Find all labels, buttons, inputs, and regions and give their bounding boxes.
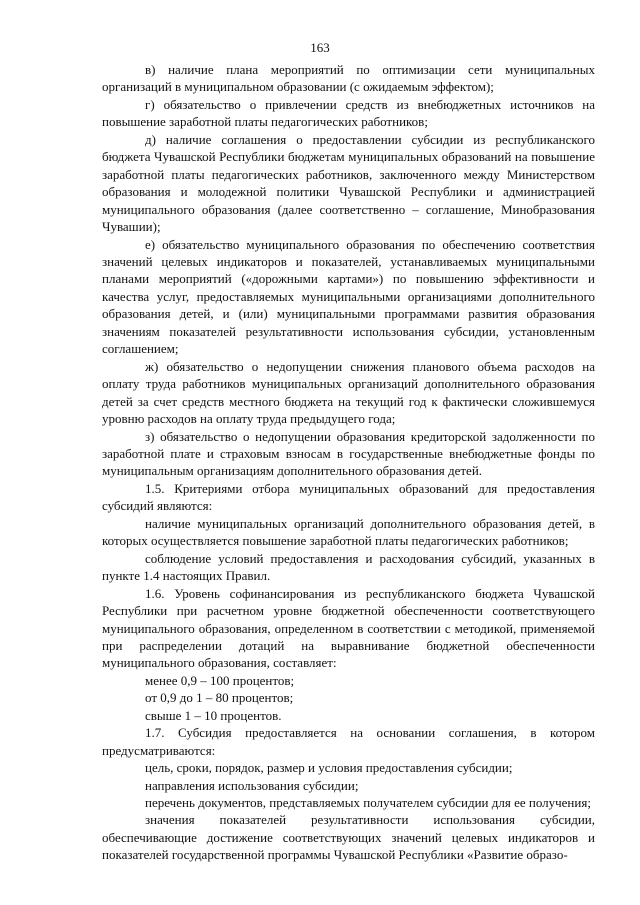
paragraph-section-1-6: 1.6. Уровень софинансирования из республиканского бюджета Чувашской Республики при расчетном уровне бюджетной обеспеченности соответствующего муниципального образования, определенном в соответствии с методикой, применяемой при распределении дотаций на выравнивание бюджетной обеспеченности муниципального образования, составляет:	[102, 585, 595, 671]
paragraph-agreement-4: значения показателей результативности использования субсидии, обеспечивающие достижение соответствующих значений целевых индикаторов и показателей государственной программы Чувашской Республики «Развитие образо-	[102, 812, 595, 863]
paragraph-item-v: в) наличие плана мероприятий по оптимизации сети муниципальных организаций в муниципальном образовании (с ожидаемым эффектом);	[102, 62, 595, 95]
paragraph-item-e: е) обязательство муниципального образования по обеспечению соответствия значений целевых индикаторов и показателей, устанавливаемых муниципальными планами мероприятий («дорожными картами») по повышению эффективности и качества услуг, предоставляемых муниципальными организациями дополнительного образования детей, и (или) муниципальными программами развития образования значениям показателей результативности использования субсидии, установленным соглашением;	[102, 236, 595, 357]
paragraph-agreement-1: цель, сроки, порядок, размер и условия предоставления субсидии;	[145, 760, 513, 776]
paragraph-section-1-7: 1.7. Субсидия предоставляется на основании соглашения, в котором предусматриваются:	[102, 725, 595, 758]
paragraph-item-g: г) обязательство о привлечении средств из внебюджетных источников на повышение заработной платы педагогических работников;	[102, 96, 595, 130]
paragraph-item-z: з) обязательство о недопущении образования кредиторской задолженности по заработной плате и страховым взносам в государственные внебюджетные фонды по муниципальным организациям дополнительного образования детей.	[102, 428, 595, 479]
paragraph-item-d: д) наличие соглашения о предоставлении субсидии из республиканского бюджета Чувашской Республики бюджетам муниципальных образований на повышение заработной платы педагогических работников, заключенного между Министерством образования и молодежной политики Чувашской Республики и администрацией муниципального образования (далее соответственно – соглашение, Минобразования Чувашии);	[102, 131, 595, 235]
paragraph-criterion-2: соблюдение условий предоставления и расходования субсидий, указанных в пункте 1.4 настоящих Правил.	[102, 550, 595, 584]
paragraph-criterion-1: наличие муниципальных организаций дополнительного образования детей, в которых осуществляется повышение заработной платы педагогических работников;	[102, 515, 595, 549]
paragraph-agreement-2: направления использования субсидии;	[145, 777, 359, 793]
paragraph-rate-1: менее 0,9 – 100 процентов;	[145, 672, 295, 688]
document-body	[102, 61, 595, 864]
paragraph-rate-3: свыше 1 – 10 процентов.	[145, 707, 282, 723]
paragraph-rate-2: от 0,9 до 1 – 80 процентов;	[145, 690, 294, 706]
paragraph-item-zh: ж) обязательство о недопущении снижения планового объема расходов на оплату труда работников муниципальных организаций дополнительного образования детей за счет средств местного бюджета на текущий год к фактически сложившемуся уровню расходов на оплату труда предыдущего года;	[102, 358, 595, 427]
paragraph-agreement-3: перечень документов, представляемых получателем субсидии для ее получения;	[145, 795, 591, 811]
page-number: 163	[310, 40, 330, 55]
paragraph-section-1-5: 1.5. Критериями отбора муниципальных образований для предоставления субсидий являются:	[102, 480, 595, 514]
